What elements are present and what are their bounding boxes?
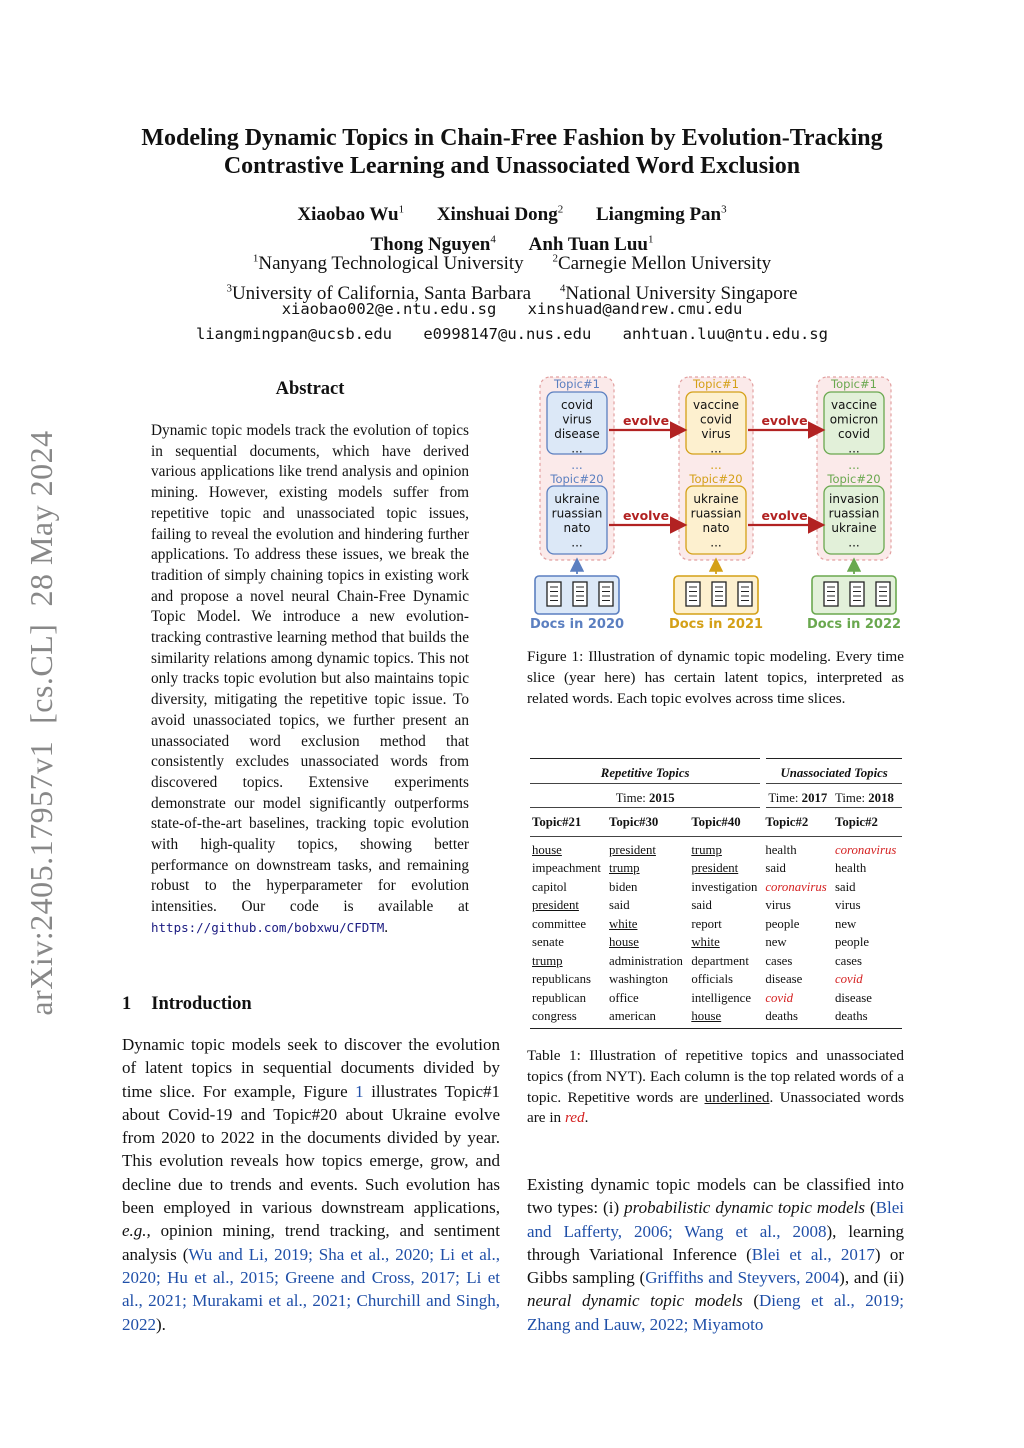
table-cell: investigation [691,879,758,894]
table-cell: president [691,861,739,875]
topic-word: invasion [829,492,879,506]
figure-1-diagram [522,374,906,636]
document-icon [876,582,890,606]
table-cell: report [691,916,722,931]
table-cell: disease [765,972,803,986]
evolve-label: evolve [761,508,808,523]
arxiv-stamp: arXiv:2405.17957v1 [cs.CL] 28 May 2024 [23,430,59,1016]
topic-word: ... [848,535,860,550]
table-cell: new [765,935,787,949]
topic-word: covid [561,398,593,412]
abstract-text: Dynamic topic models track the evolution of topics in sequential documents, which have derived various applications like trend analysis and opinion mining. However, existing models suffer from repetitive topic and unassociated topic issues, failing to reveal the evolution and hindering further applications. To address these issues, we break the tradition of simply chaining topics in existing work and propose a novel neural Chain-Free Dynamic Topic Model. We introduce a new evolution-tracking contrastive learning method that builds the similarity relations among dynamic topics. This not only tracks topic evolution but also maintains topic diversity, mitigating the repetitive topic issue. To avoid unassociated topics, we further present an unassociated word exclusion method that consistently excludes unassociated words from discovered topics. Extensive experiments demonstrate our model significantly outperforms state-of-the-art baselines, tracking topic evolution with high-quality topics, showing better performance on downstream tasks, and remaining robust to the hyperparameter for evolution intensities. Our code is available at https://github.com/bobxwu/CFDTM. [151,422,469,936]
document-icon [738,582,752,606]
table-cell: committee [532,916,587,931]
citation-links[interactable]: Blei and Lafferty, 2006; Wang et al., 2008 [527,1198,904,1241]
table-cell: cases [834,953,862,968]
table-cell: new [834,916,857,931]
docs-label: Docs in 2021 [668,617,764,632]
table-cell: congress [532,1009,577,1023]
document-icon [850,582,864,606]
table-row [530,1007,902,1028]
affiliation: $^2$Carnegie Mellon University [552,253,772,275]
table-cell: republicans [532,972,591,986]
table-cell: virus [765,898,791,912]
table-cell: impeachment [532,861,601,875]
table-cell: said [834,879,856,894]
table-cell: said [609,898,630,912]
table-column-header: Topic#21 [532,815,582,829]
topic-word: disease [554,427,600,441]
table-row [530,915,902,934]
topic-word: ... [571,441,583,456]
citation-links[interactable]: Dieng et al., 2019; Zhang and Lauw, 2022; Miyamoto [527,1291,904,1334]
table-1 [530,758,902,1029]
table-cell: house [609,935,639,949]
table-cell: covid [765,990,794,1005]
author: Xiaobao Wu$^1$ [297,204,405,226]
table-cell: house [532,842,562,857]
table-cell: deaths [834,1009,868,1023]
table-cell: deaths [765,1009,799,1023]
table-time-header: Time: 2015 [530,783,763,808]
table-column-header: Topic#2 [834,815,878,829]
evolve-label: evolve [622,413,670,428]
topic-word: ... [848,441,860,456]
table-cell: coronavirus [834,842,897,857]
table-column-header: Topic#40 [691,815,741,829]
table-cell: disease [834,990,872,1005]
figure-ref-link[interactable]: 1 [355,1081,364,1101]
figure-1-caption: Figure 1: Illustration of dynamic topic modeling. Every time slice (year here) has certain latent topics, interpreted as related words. Each topic evolves across time slices. [527,648,904,707]
topic-word: nato [563,521,591,535]
code-link[interactable]: https://github.com/bobxwu/CFDTM [151,919,385,935]
evolve-label: evolve [622,508,670,523]
table-column-header: Topic#30 [609,815,659,829]
topic-word: vaccine [693,398,739,412]
table-cell: people [765,916,800,931]
title-line-1: Modeling Dynamic Topics in Chain-Free Fashion by Evolution-Tracking [141,125,883,151]
author: Anh Tuan Luu$^1$ [528,233,654,255]
citation-links[interactable]: Blei et al., 2017 [751,1244,875,1264]
email: anhtuan.luu@ntu.edu.sg [622,325,828,343]
topic-word: ruassian [828,506,880,521]
email: xinshuad@andrew.cmu.edu [527,300,743,318]
table-cell: house [691,1009,722,1023]
right-column-paragraph: Existing dynamic topic models can be classified into two types: (i) probabilistic dynamic topic models (Blei and Lafferty, 2006; Wang et al., 2008), learning through Variational Inference (Blei et al., 2017) or Gibbs sampling (Griffiths and Steyvers, 2004), and (ii) neural dynamic topic models (Dieng et al., 2019; Zhang and Lauw, 2022; Miyamoto [527,1175,905,1334]
table-time-header: Time: 2018 [833,783,902,808]
table-cell: covid [834,972,863,986]
table-cell: trump [609,861,640,875]
table-row [530,933,902,952]
section-heading: 1 Introduction [122,994,252,1014]
affiliation: $^1$Nanyang Technological University [252,253,524,275]
topic-word: ... [710,535,722,550]
table-cell: trump [691,842,722,857]
table-cell: cases [765,953,793,968]
table-row [530,859,902,878]
table-cell: administration [609,953,683,968]
email: liangmingpan@ucsb.edu [196,325,392,343]
abstract-heading: Abstract [275,379,345,399]
topic-label: Topic#20 [689,472,743,486]
document-icon [573,582,587,606]
document-icon [686,582,700,606]
author: Xinshuai Dong$^2$ [436,204,564,226]
ellipsis: ... [710,458,722,472]
table-cell: virus [834,898,861,912]
table-cell: said [765,861,786,875]
topic-word: ruassian [551,506,603,521]
ellipsis: ... [571,458,583,472]
topic-word: nato [702,521,730,535]
table-column-header: Topic#2 [765,815,809,829]
table-cell: health [834,861,867,875]
table-cell: republican [532,990,587,1005]
topic-word: ukraine [831,521,877,535]
topic-word: virus [562,412,592,427]
table-cell: intelligence [691,990,752,1005]
table-group-header: Unassociated Topics [763,759,902,784]
table-cell: trump [532,953,563,968]
table-time-header: Time: 2017 [763,783,833,808]
author: Thong Nguyen$^4$ [370,233,496,255]
table-row [530,896,902,915]
topic-label: Topic#1 [693,377,739,391]
table-row [530,952,902,971]
document-icon [599,582,613,606]
table-cell: senate [532,935,564,949]
table-row [530,878,902,897]
document-icon [824,582,838,606]
email-list [0,297,1024,347]
document-icon [712,582,726,606]
ellipsis: ... [848,458,860,472]
table-cell: coronavirus [765,879,827,894]
topic-word: ukraine [693,492,739,506]
table-cell: office [609,990,639,1005]
table-cell: president [609,842,656,857]
docs-label: Docs in 2020 [529,617,625,632]
affiliation: $^3$University of California, Santa Barbara [226,282,532,304]
table-row [530,989,902,1008]
citation-links[interactable]: Griffiths and Steyvers, 2004 [645,1268,840,1288]
table-cell: american [609,1009,656,1023]
topic-label: Topic#20 [550,472,604,486]
table-cell: white [691,935,720,949]
table-cell: washington [609,972,669,986]
table-cell: people [834,935,870,949]
table-cell: biden [609,879,638,894]
table-cell: president [532,898,579,912]
table-cell: white [609,916,638,931]
evolve-label: evolve [761,413,808,428]
email: xiaobao002@e.ntu.edu.sg [281,300,497,318]
table-cell: health [765,842,797,857]
document-icon [547,582,561,606]
author: Liangming Pan$^3$ [596,204,727,226]
topic-word: vaccine [831,398,877,412]
paper-title [0,124,1024,180]
topic-word: covid [700,412,732,427]
topic-word: virus [701,427,731,441]
topic-word: ... [710,441,722,456]
citation-links[interactable]: Wu and Li, 2019; Sha et al., 2020; Li et al., 2020; Hu et al., 2015; Greene and Cross, 2017; Li et al., 2021; Murakami et al., 2021; Churchill and Singh, 2022 [122,1244,500,1334]
table-group-header: Repetitive Topics [530,759,763,784]
table-cell: officials [691,972,734,986]
topic-word: ruassian [690,506,742,521]
intro-paragraph: Dynamic topic models seek to discover the evolution of latent topics in sequential documents divided by time slice. For example, Figure 1 illustrates Topic#1 about Covid-19 and Topic#20 about Ukraine evolve from 2020 to 2022 in the documents divided by year. This evolution reveals how topics emerge, grow, and decline due to trends and events. Such evolution has been employed in various downstream applications, e.g., opinion mining, trend tracking, and sentiment analysis (Wu and Li, 2019; Sha et al., 2020; Li et al., 2020; Hu et al., 2015; Greene and Cross, 2017; Li et al., 2021; Murakami et al., 2021; Churchill and Singh, 2022). [122,1035,500,1334]
table-row [530,970,902,989]
title-line-2: Contrastive Learning and Unassociated Word Exclusion [223,153,801,179]
docs-label: Docs in 2022 [806,617,902,632]
topic-word: ... [571,535,583,550]
topic-label: Topic#1 [554,377,600,391]
topic-label: Topic#20 [827,472,881,486]
topic-word: covid [838,427,870,441]
email: e0998147@u.nus.edu [423,325,592,343]
table-cell: said [691,898,712,912]
table-1-caption: Table 1: Illustration of repetitive topics and unassociated topics (from NYT). Each column is the top related words of a topic. Repetitive words are underlined. Unassociated words are in red. [527,1047,904,1127]
table-cell: department [691,953,749,968]
topic-label: Topic#1 [831,377,877,391]
topic-word: ukraine [554,492,600,506]
table-row [530,836,902,859]
topic-word: omicron [829,412,879,427]
affiliation: $^4$National University Singapore [559,282,798,304]
table-cell: capitol [532,879,567,894]
